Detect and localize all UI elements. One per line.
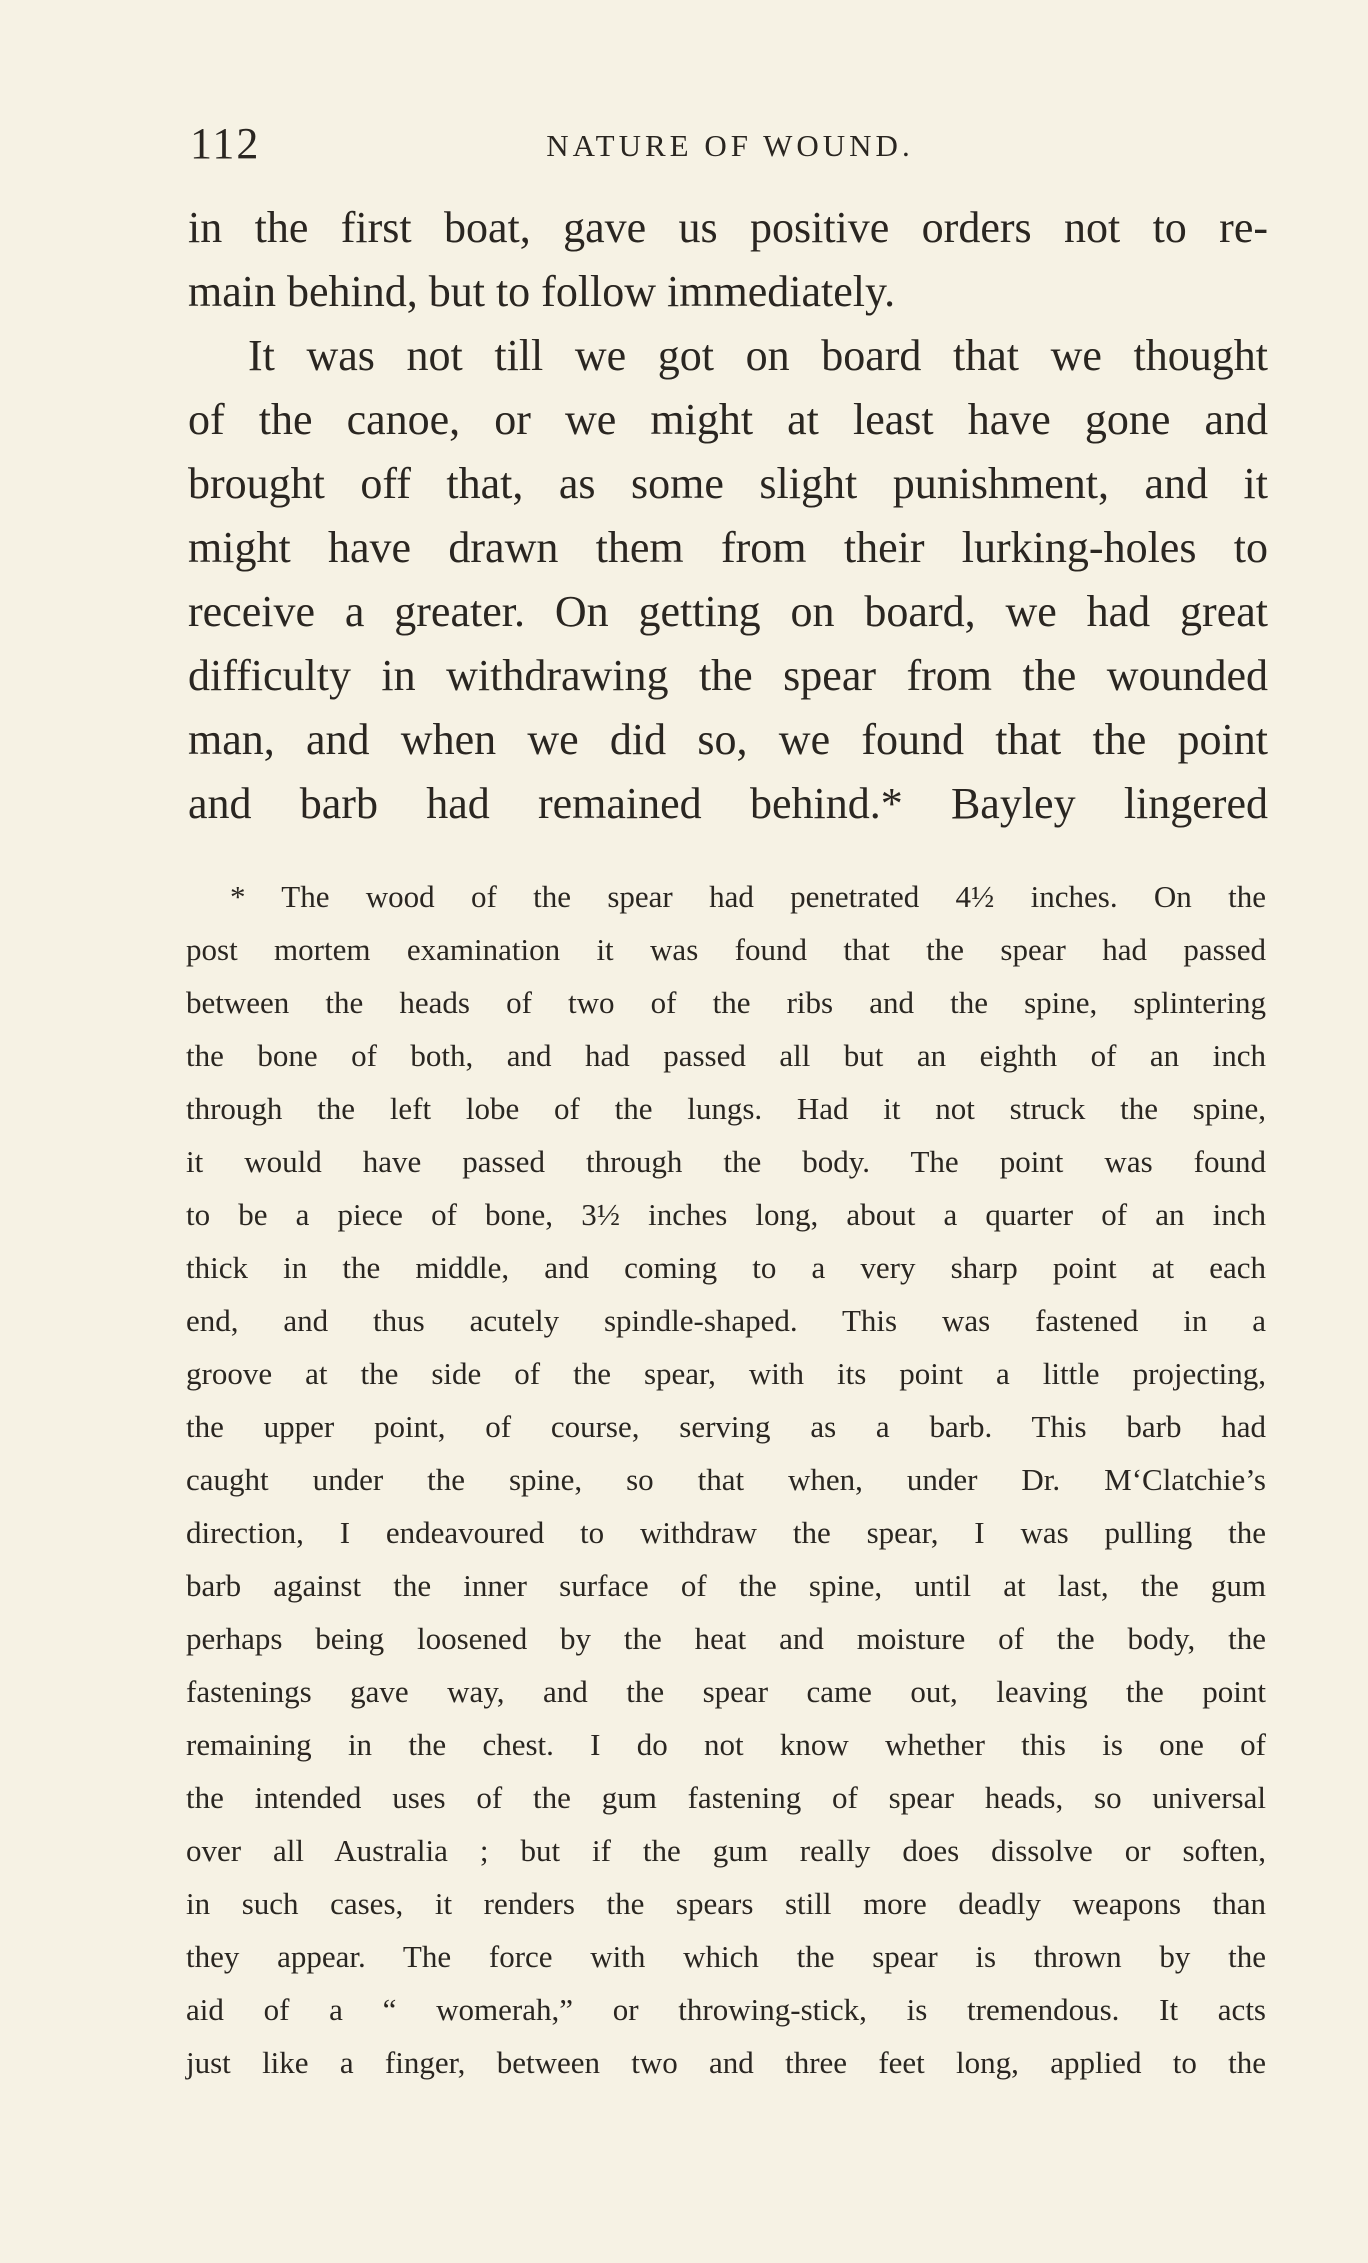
footnote-line: the upper point, of course, serving as a barb. This barb had [186, 1409, 1266, 1444]
body-text [188, 196, 1268, 836]
footnote-line: to be a piece of bone, 3½ inches long, about a quarter of an inch [186, 1197, 1266, 1232]
body-line: and barb had remained behind.* Bayley lingered [188, 779, 1268, 828]
footnote-line: they appear. The force with which the spear is thrown by the [186, 1939, 1266, 1974]
body-line: receive a greater. On getting on board, we had great [188, 587, 1268, 636]
footnote-line: barb against the inner surface of the spine, until at last, the gum [186, 1568, 1266, 1603]
footnote-line: direction, I endeavoured to withdraw the spear, I was pulling the [186, 1515, 1266, 1550]
footnote-line: through the left lobe of the lungs. Had it not struck the spine, [186, 1091, 1266, 1126]
body-line: difficulty in withdrawing the spear from the wounded [188, 651, 1268, 700]
footnote-line: between the heads of two of the ribs and the spine, splintering [186, 985, 1266, 1020]
running-head-title: NATURE OF WOUND. [546, 128, 914, 163]
body-line: of the canoe, or we might at least have gone and [188, 395, 1268, 444]
footnote-line: post mortem examination it was found that the spear had passed [186, 932, 1266, 967]
footnote-line: caught under the spine, so that when, under Dr. M‘Clatchie’s [186, 1462, 1266, 1497]
footnote-line: thick in the middle, and coming to a very sharp point at each [186, 1250, 1266, 1285]
body-line: might have drawn them from their lurking-holes to [188, 523, 1268, 572]
footnote-line: just like a finger, between two and three feet long, applied to the [186, 2045, 1266, 2080]
footnote-line: fastenings gave way, and the spear came out, leaving the point [186, 1674, 1266, 1709]
running-head [190, 118, 1270, 168]
footnote-line: * The wood of the spear had penetrated 4½ inches. On the [230, 879, 1266, 914]
footnote-line: the intended uses of the gum fastening of spear heads, so universal [186, 1780, 1266, 1815]
footnote-line: end, and thus acutely spindle-shaped. This was fastened in a [186, 1303, 1266, 1338]
footnote-line: aid of a “ womerah,” or throwing-stick, is tremendous. It acts [186, 1992, 1266, 2027]
footnote-line: the bone of both, and had passed all but an eighth of an inch [186, 1038, 1266, 1073]
footnote-line: remaining in the chest. I do not know whether this is one of [186, 1727, 1266, 1762]
footnote-line: it would have passed through the body. The point was found [186, 1144, 1266, 1179]
body-line: man, and when we did so, we found that the point [188, 715, 1268, 764]
footnote [186, 870, 1266, 2089]
footnote-line: over all Australia ; but if the gum really does dissolve or soften, [186, 1833, 1266, 1868]
body-line: brought off that, as some slight punishment, and it [188, 459, 1268, 508]
footnote-line: groove at the side of the spear, with its point a little projecting, [186, 1356, 1266, 1391]
footnote-line: perhaps being loosened by the heat and moisture of the body, the [186, 1621, 1266, 1656]
footnote-line: in such cases, it renders the spears still more deadly weapons than [186, 1886, 1266, 1921]
body-line: in the first boat, gave us positive orders not to re- [188, 203, 1268, 252]
body-line: main behind, but to follow immediately. [188, 267, 896, 316]
page-number: 112 [190, 119, 261, 168]
body-line: It was not till we got on board that we thought [248, 331, 1268, 380]
